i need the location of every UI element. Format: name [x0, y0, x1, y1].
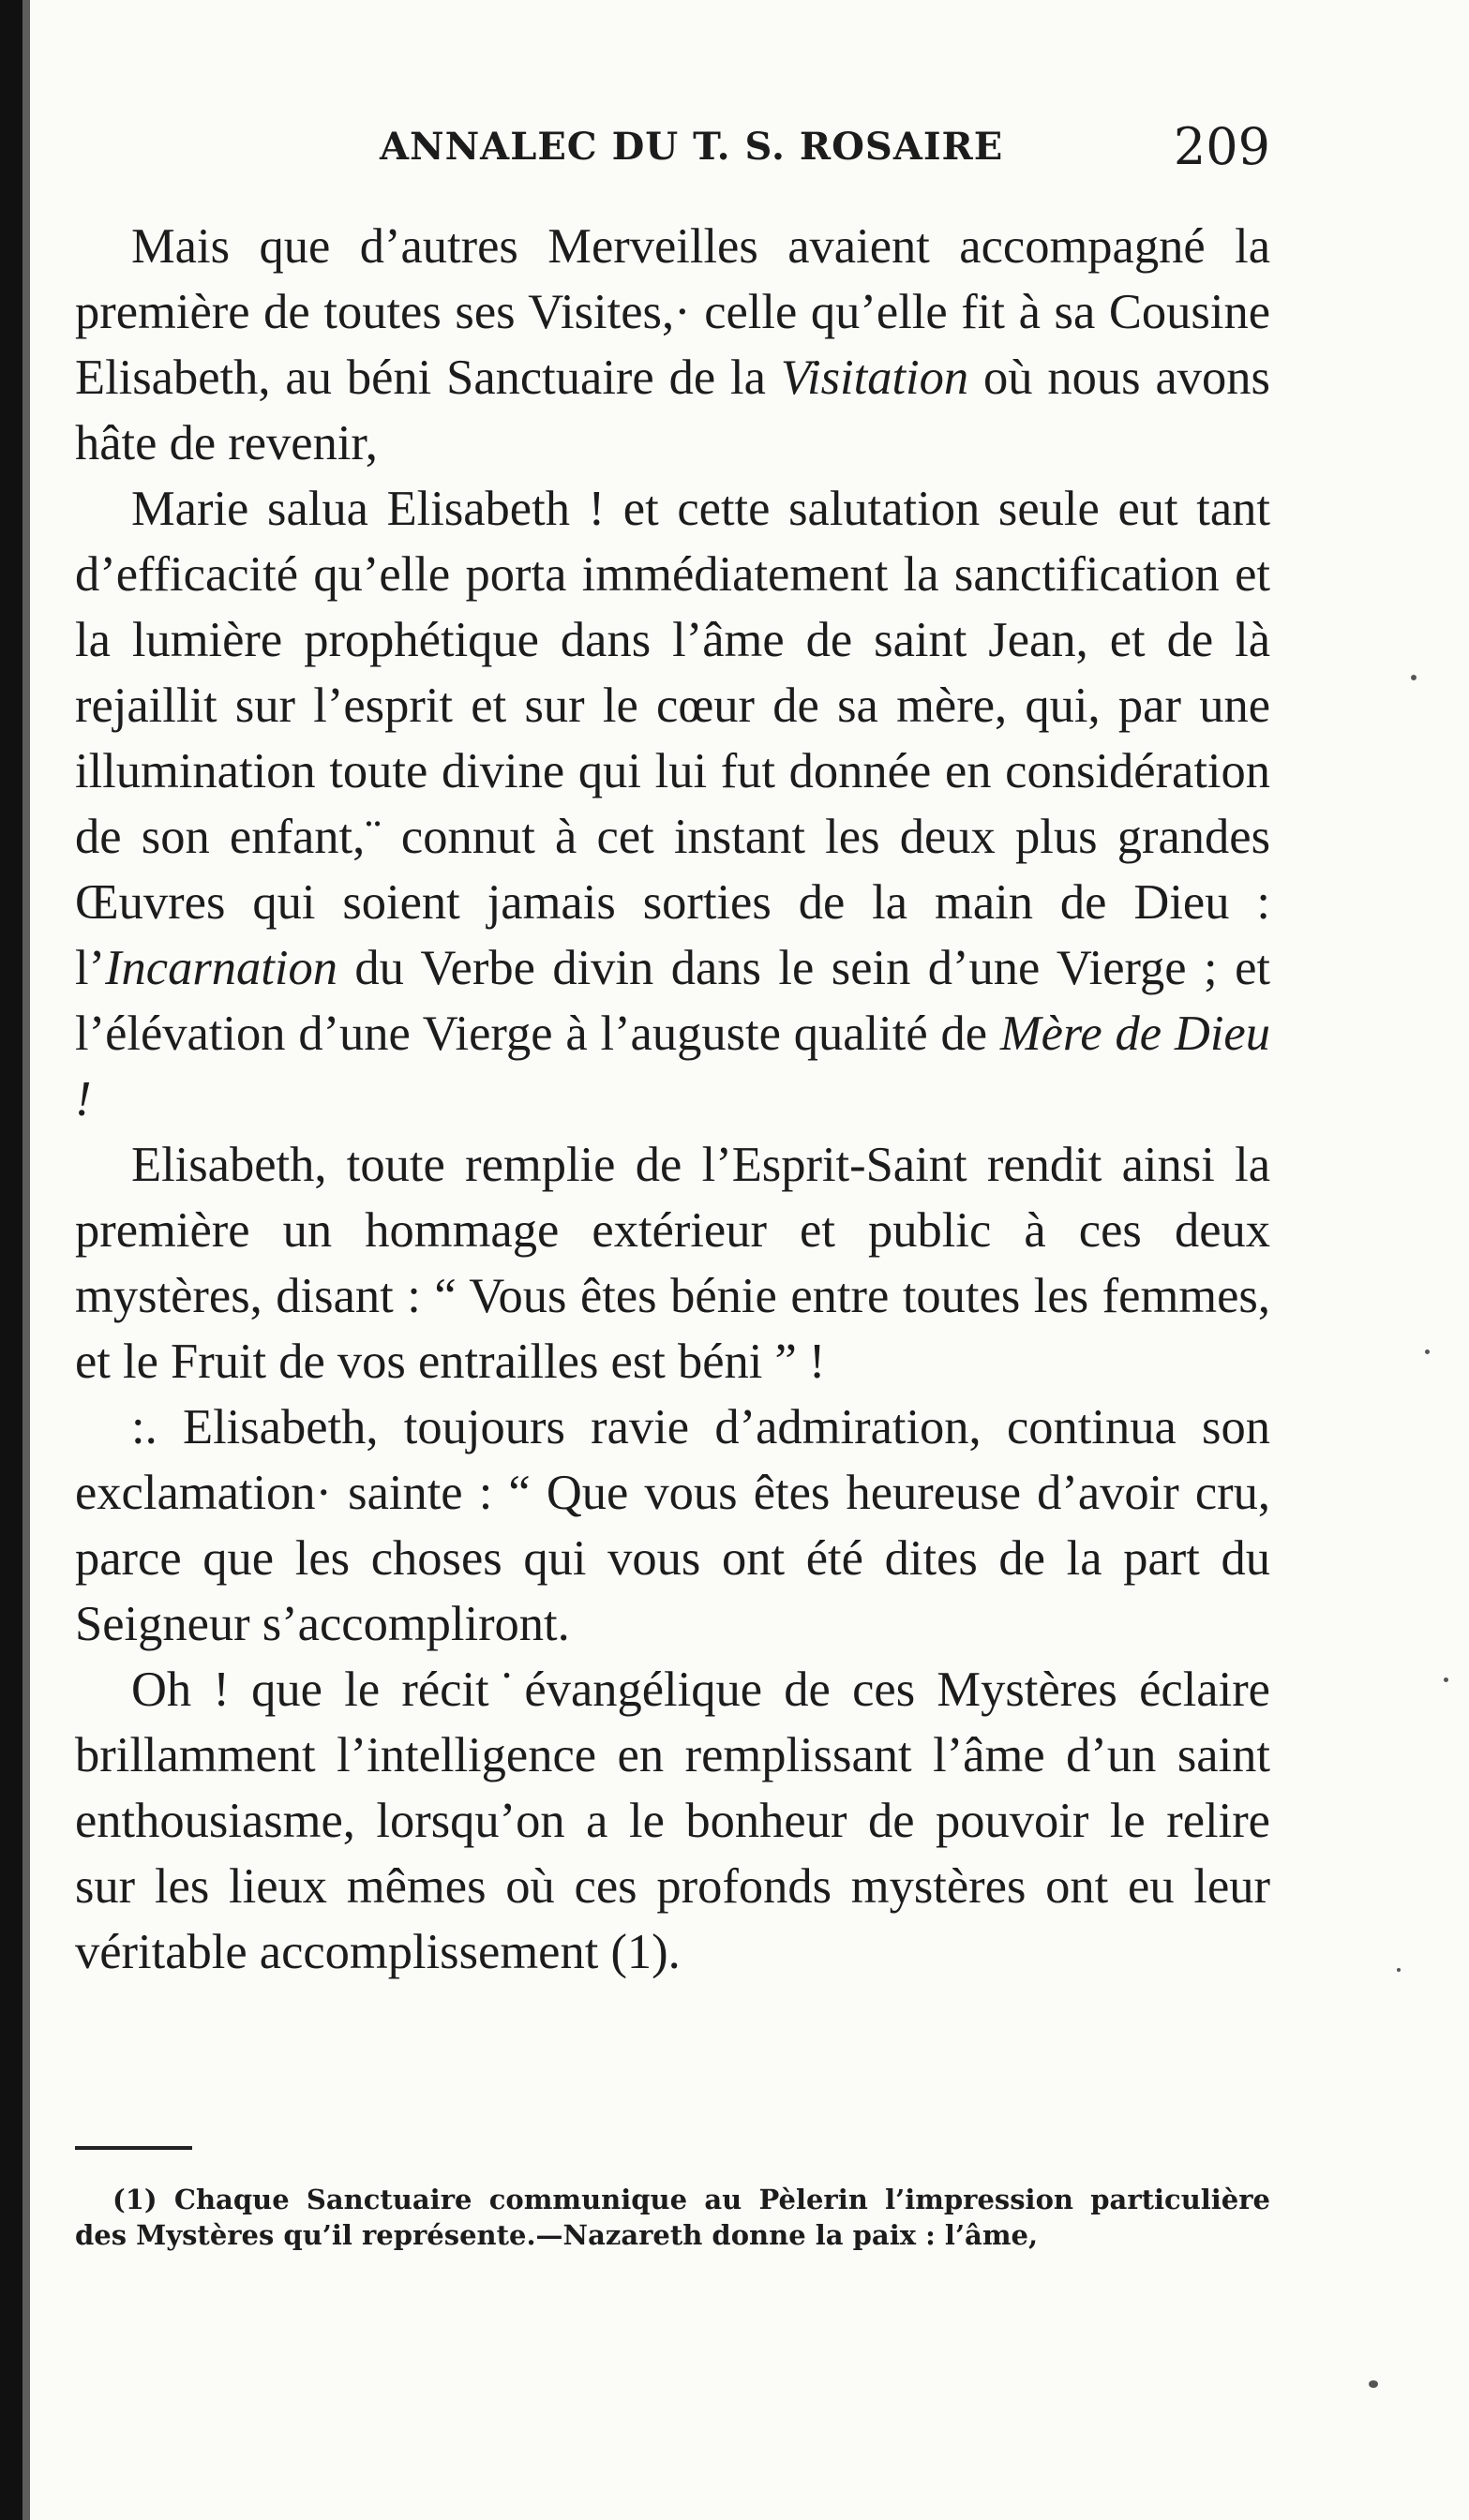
binding-edge: [0, 0, 22, 2520]
page-header: [380, 117, 1270, 183]
paragraph-4: :. Elisabeth, toujours ravie d’admiration, continua son exclamation· sainte : “ Que vous êtes heureuse d’avoir cru, parce que les choses qui vous ont été dites de la part du Seigneur s’accompliront.: [75, 1400, 1270, 1651]
emphasis-incarnation: Incarnation: [105, 941, 337, 995]
print-speck: [1411, 675, 1417, 680]
running-title: ANNALEC DU T. S. ROSAIRE: [380, 125, 1004, 169]
footnote-rule: [75, 2146, 192, 2150]
paragraph-2: Marie salua Elisabeth ! et cette salutation seule eut tant d’efficacité qu’elle porta immédiatement la sanctification et la lumière prophétique dans l’âme de saint Jean, et de là rejaillit sur l’esprit et sur le cœur de sa mère, qui, par une illumination toute divine qui lui fut donnée en considération de son enfant,¨ connut à cet instant les deux plus grandes Œuvres qui soient jamais sorties de la main de Dieu : l’Incarnation du Verbe divin dans le sein d’une Vierge ; et l’élévation d’une Vierge à l’auguste qualité de Mère de Dieu !: [75, 482, 1270, 1126]
page-number: 209: [1173, 117, 1270, 176]
binding-shadow: [22, 0, 30, 2520]
emphasis-mere-de-dieu: Mère de Dieu !: [75, 1007, 1270, 1126]
print-speck: [1444, 1678, 1448, 1682]
print-speck: [1397, 1968, 1401, 1972]
body-text: [75, 214, 1270, 1985]
print-speck: [1369, 2380, 1378, 2388]
paragraph-1: Mais que d’autres Merveilles avaient accompagné la première de toutes ses Visites,· celle qu’elle fit à sa Cousine Elisabeth, au béni Sanctuaire de la Visitation où nous avons hâte de revenir,: [75, 219, 1270, 470]
paragraph-5: Oh ! que le récit˙évangélique de ces Mystères éclaire brillamment l’intelligence en remplissant l’âme d’un saint enthousiasme, lorsqu’on a le bonheur de pouvoir le relire sur les lieux mêmes où ces profonds mystères ont eu leur véritable accomplissement (1).: [75, 1663, 1270, 1979]
footnote: (1) Chaque Sanctuaire communique au Pèlerin l’impression particulière des Mystères qu’il représente.—Nazareth donne la paix : l’âme,: [75, 2184, 1270, 2251]
paragraph-3: Elisabeth, toute remplie de l’Esprit-Saint rendit ainsi la première un hommage extérieur et public à ces deux mystères, disant : “ Vous êtes bénie entre toutes les femmes, et le Fruit de vos entrailles est béni ” !: [75, 1138, 1270, 1389]
emphasis-visitation: Visitation: [780, 350, 969, 405]
print-speck: [1425, 1349, 1430, 1354]
